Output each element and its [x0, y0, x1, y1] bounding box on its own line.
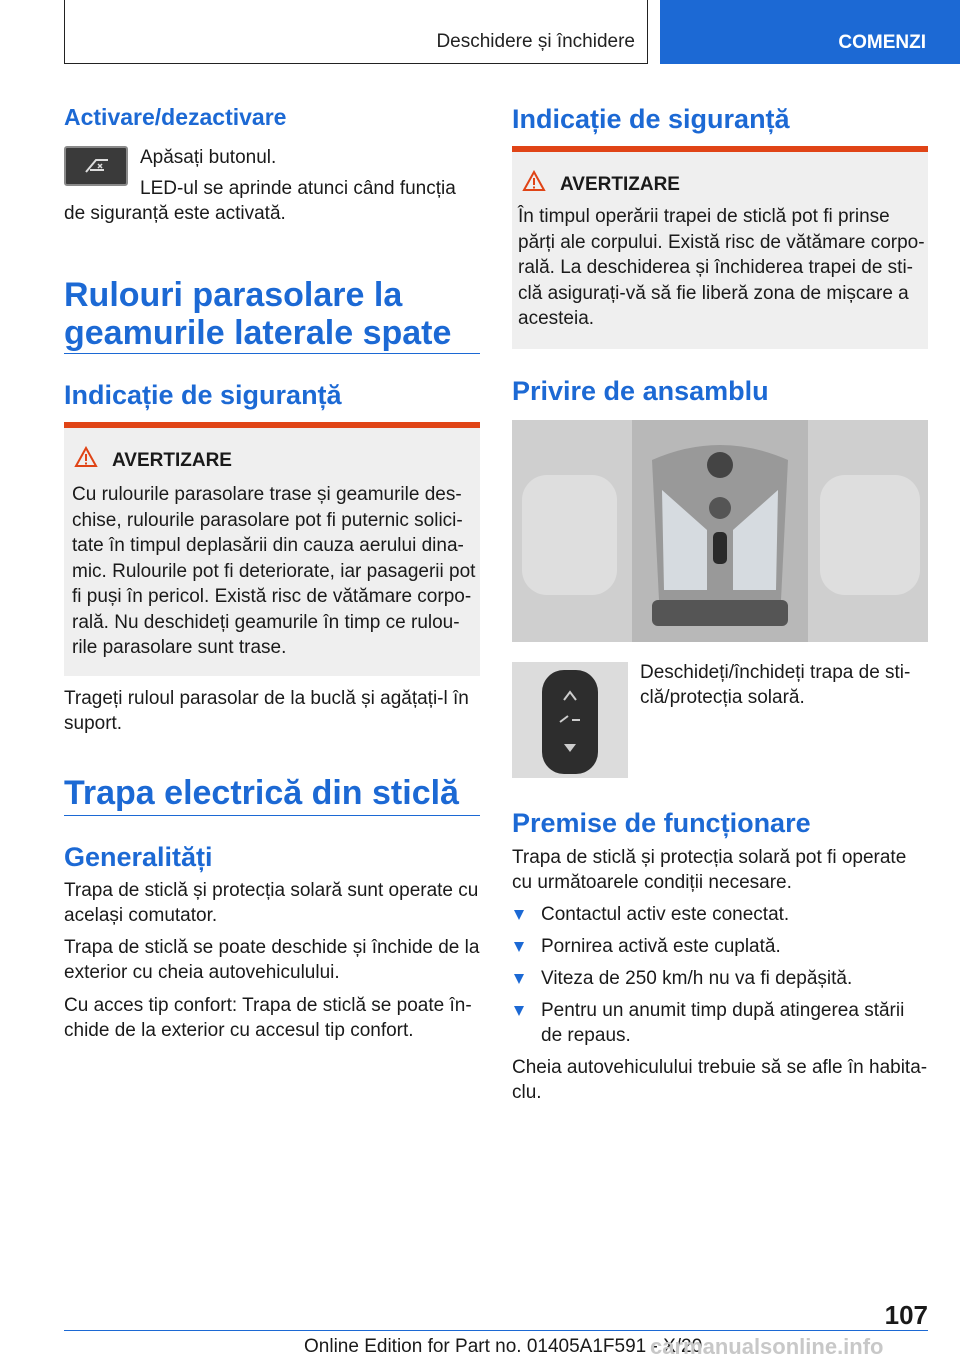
- warning-title: AVERTIZARE: [112, 450, 232, 471]
- safety-button-icon: [64, 146, 128, 186]
- generalitati-text-2: Trapa de sticlă se poate deschide și închide de la exterior cu cheia autovehiculului.: [64, 937, 480, 983]
- cheie-text: Cheia autovehiculului trebuie să se afle în habita-clu.: [512, 1057, 928, 1103]
- heading-trapa: Trapa electrică din sticlă: [64, 774, 459, 812]
- warning-text: În timpul operării trapei de sticlă pot fi prinse părți ale corpului. Există risc de vătămare corpo-rală. La deschiderea și închiderea trapei de sti-clă asigurați-vă să fie liberă zona de mișcare a acesteia.: [518, 206, 925, 329]
- header-section-box: [64, 0, 648, 64]
- heading-premise: Premise de funcționare: [512, 808, 811, 838]
- chapter-tab[interactable]: [660, 0, 960, 64]
- header-section-title: Deschidere și închidere: [436, 31, 635, 52]
- bullet-triangle-icon: [514, 1006, 524, 1016]
- warning-triangle-icon: [74, 446, 98, 468]
- warning-box-left: [64, 422, 480, 676]
- warning-box-right: [512, 146, 928, 349]
- watermark-text: carmanualsonline.info: [650, 1334, 884, 1359]
- bullet-item: Pornirea activă este cuplată.: [541, 936, 781, 957]
- chapter-tab-label: COMENZI: [838, 32, 926, 53]
- heading-generalitati: Generalități: [64, 842, 213, 872]
- bullet-triangle-icon: [514, 974, 524, 984]
- premise-intro: Trapa de sticlă și protecția solară pot fi operate cu următoarele condiții necesare.: [512, 847, 907, 893]
- tragere-text: Trageți ruloul parasolar de la buclă și agățați-l în suport.: [64, 688, 469, 734]
- page-number: 107: [884, 1300, 928, 1330]
- heading-rulouri: Rulouri parasolare la geamurile laterale spate: [64, 276, 452, 352]
- bullet-item: Pentru un anumit timp după atingerea stării de repaus.: [541, 1000, 905, 1046]
- bullet-item: Contactul activ este conectat.: [541, 904, 790, 925]
- bullet-item: Viteza de 250 km/h nu va fi depășită.: [541, 968, 853, 989]
- heading-indicatie-right: Indicație de siguranță: [512, 104, 790, 134]
- warning-bar: [64, 422, 480, 428]
- roof-switch-image: [512, 662, 628, 778]
- edition-text: Online Edition for Part no. 01405A1F591 - X/20: [304, 1336, 703, 1357]
- footer-rule: [64, 1330, 928, 1331]
- bullet-triangle-icon: [514, 910, 524, 920]
- activare-text-1: Apăsați butonul.: [140, 147, 277, 168]
- heading-indicatie-left: Indicație de siguranță: [64, 380, 342, 410]
- activare-text-2: LED-ul se aprinde atunci când funcția: [140, 178, 456, 199]
- rule-trapa: [64, 815, 480, 816]
- warning-triangle-icon: [522, 170, 546, 192]
- generalitati-text-1: Trapa de sticlă și protecția solară sunt operate cu același comutator.: [64, 880, 479, 926]
- activare-text-3: de siguranță este activată.: [64, 203, 286, 224]
- warning-title: AVERTIZARE: [560, 174, 680, 195]
- warning-bar: [512, 146, 928, 152]
- generalitati-text-3: Cu acces tip confort: Trapa de sticlă se poate în-chide de la exterior cu accesul tip confort.: [64, 995, 472, 1041]
- bullet-triangle-icon: [514, 942, 524, 952]
- heading-privire: Privire de ansamblu: [512, 376, 769, 406]
- overhead-console-image: [512, 420, 928, 642]
- rule-rulouri: [64, 353, 480, 354]
- warning-text: Cu rulourile parasolare trase și geamurile des-chise, rulourile parasolare pot fi puternic solici-tate în timpul deplasării din cauza aerului dina-mic. Rulourile pot fi deteriorate, iar pasagerii pot fi puși în pericol. Există risc de vătămare corpo-rală. Nu deschideți geamurile în timp ce rulou-rile parasolare sunt trase.: [72, 484, 476, 658]
- switch-caption: Deschideți/închideți trapa de sti-clă/protecția solară.: [640, 662, 911, 708]
- heading-activare: Activare/dezactivare: [64, 104, 287, 130]
